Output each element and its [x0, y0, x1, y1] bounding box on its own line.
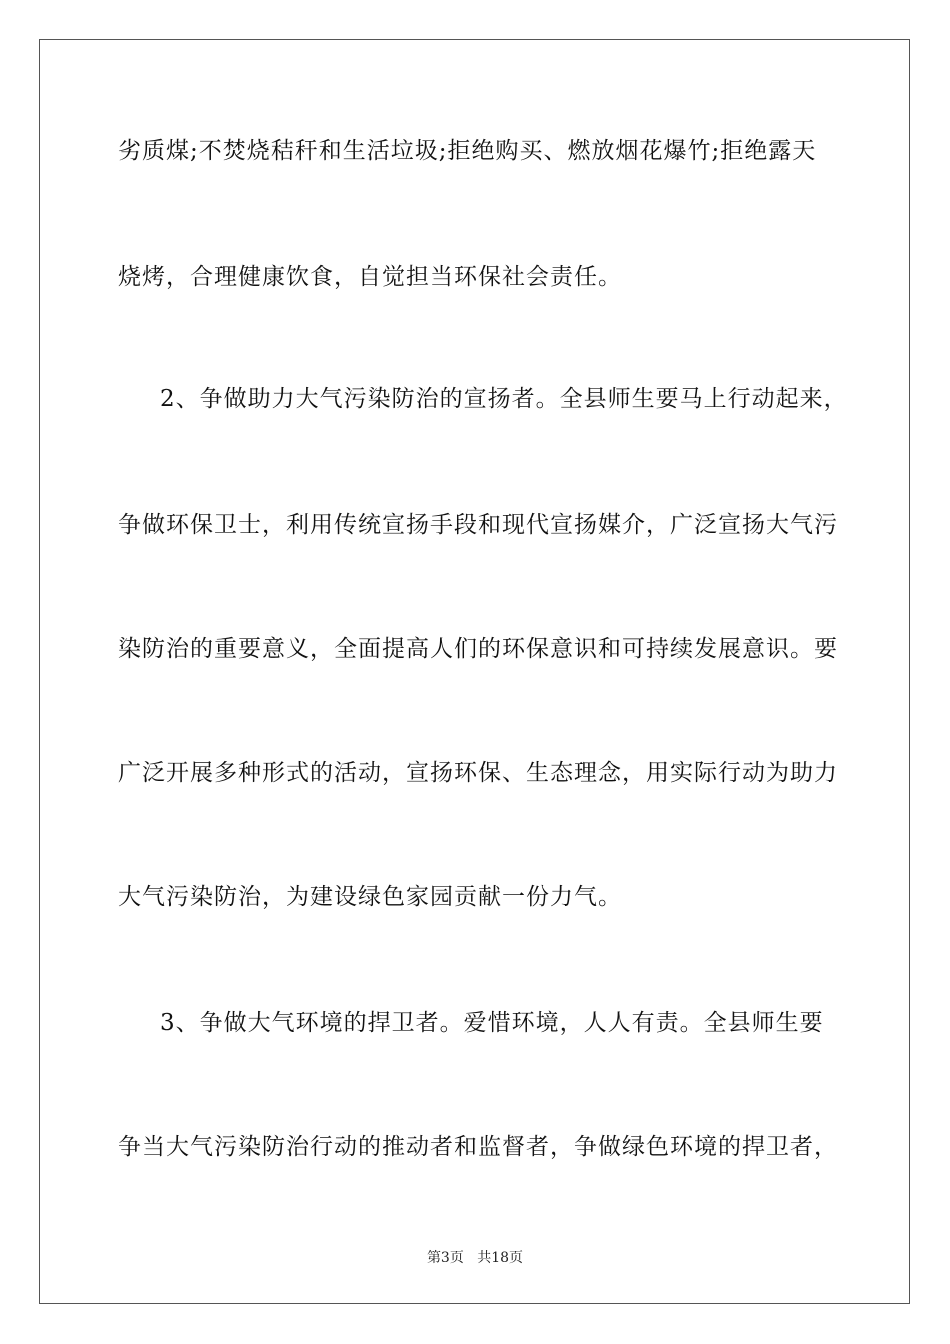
paragraph-start-line: 2、争做助力大气污染防治的宣扬者。全县师生要马上行动起来， [160, 386, 848, 412]
page-border [39, 39, 910, 1304]
body-text-line: 烧烤，合理健康饮食，自觉担当环保社会责任。 [118, 264, 622, 290]
page-number: 第3页 [426, 1250, 464, 1266]
paragraph-start-line: 3、争做大气环境的捍卫者。爱惜环境，人人有责。全县师生要 [160, 1010, 824, 1036]
body-text-line: 染防治的重要意义，全面提高人们的环保意识和可持续发展意识。要 [118, 636, 838, 662]
body-text-line: 大气污染防治，为建设绿色家园贡献一份力气。 [118, 884, 622, 910]
body-text-line: 争当大气污染防治行动的推动者和监督者，争做绿色环境的捍卫者， [118, 1134, 838, 1160]
page-footer [0, 1247, 950, 1267]
total-pages: 共18页 [477, 1250, 524, 1266]
body-text-line: 劣质煤;不焚烧秸秆和生活垃圾;拒绝购买、燃放烟花爆竹;拒绝露天 [118, 138, 817, 164]
body-text-line: 争做环保卫士，利用传统宣扬手段和现代宣扬媒介，广泛宣扬大气污 [118, 512, 838, 538]
body-text-line: 广泛开展多种形式的活动，宣扬环保、生态理念，用实际行动为助力 [118, 760, 838, 786]
